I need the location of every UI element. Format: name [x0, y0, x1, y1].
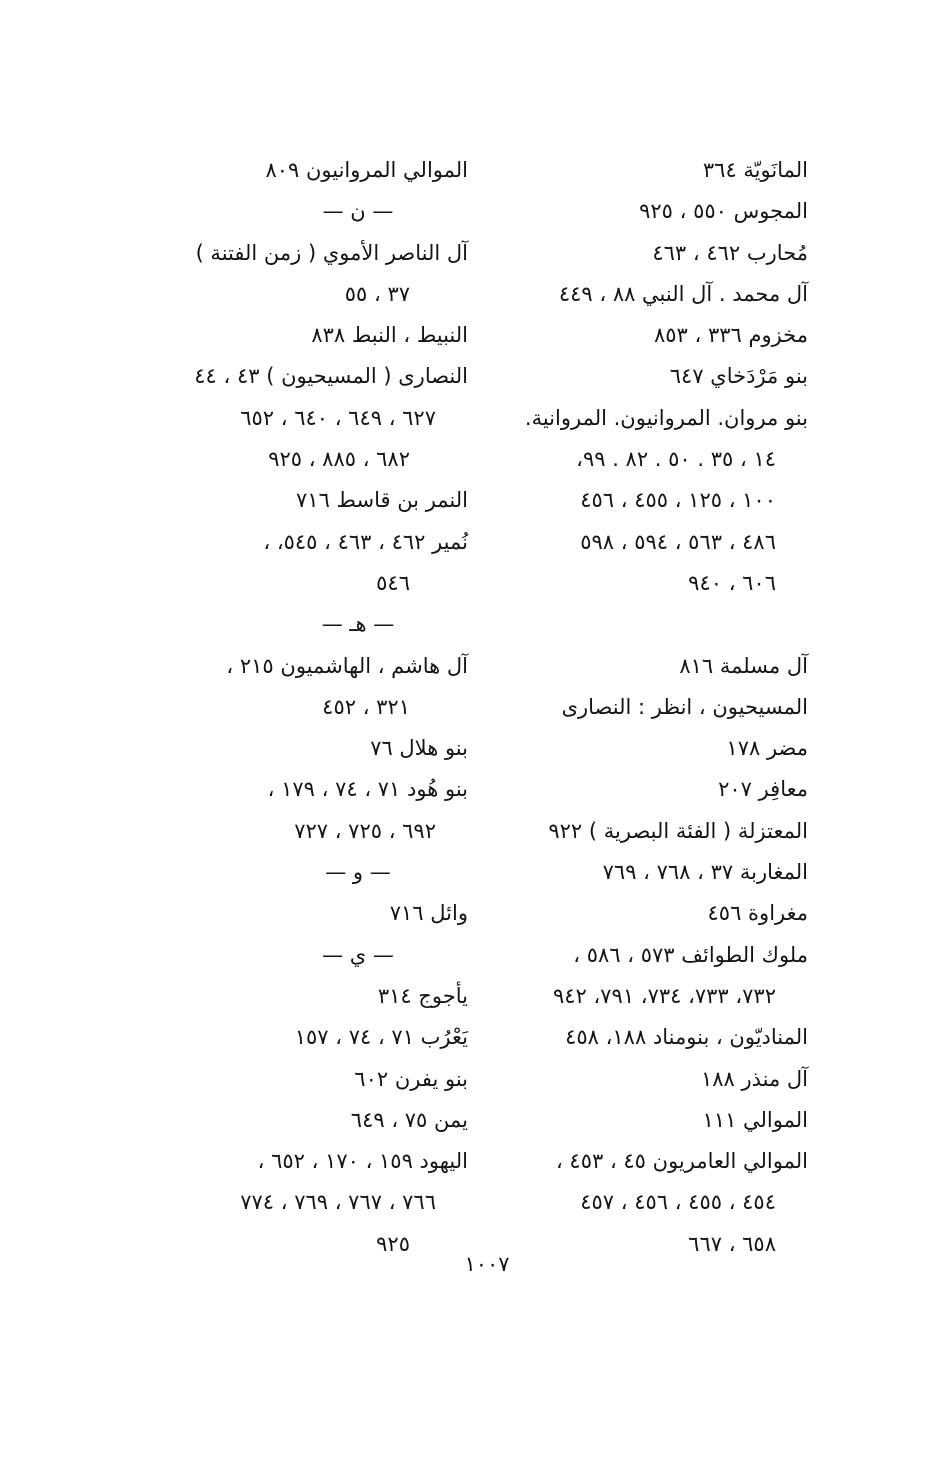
index-entry-line: ٤٨٦ ، ٥٦٣ ، ٥٩٤ ، ٥٩٨: [580, 529, 776, 554]
section-letter-heading: — و —: [325, 860, 391, 885]
index-entry-line: بنو هُود ٧١ ، ٧٤ ، ١٧٩ ،: [267, 777, 468, 802]
index-entry-line: يأجوج ٣١٤: [377, 983, 468, 1008]
index-entry-line: المانَويّة ٣٦٤: [702, 158, 808, 182]
index-entry-line: ٦٠٦ ، ٩٤٠: [688, 570, 776, 595]
index-entry-line: بنو هلال ٧٦: [370, 736, 468, 761]
index-entry-line: ١٠٠ ، ١٢٥ ، ٤٥٥ ، ٤٥٦: [580, 488, 776, 513]
index-entry-line: آل منذر ١٨٨: [700, 1066, 808, 1091]
section-letter-heading: — ن —: [322, 199, 394, 224]
index-entry-line: ٧٣٢، ٧٣٣، ٧٣٤، ٧٩١، ٩٤٢: [552, 983, 776, 1008]
index-entry-line: آل مسلمة ٨١٦: [679, 653, 808, 678]
index-entry-line: وائل ٧١٦: [389, 901, 468, 926]
index-entry-line: معافِر ٢٠٧: [718, 777, 808, 802]
index-entry-line: ٦٩٢ ، ٧٢٥ ، ٧٢٧: [294, 818, 436, 843]
index-entry-line: النمر بن قاسط ٧١٦: [296, 488, 468, 513]
index-entry-line: [488, 604, 808, 645]
index-entry-line: ٩٢٥: [376, 1231, 410, 1256]
index-entry-line: ٦٨٢ ، ٨٨٥ ، ٩٢٥: [268, 447, 410, 472]
index-entry-line: ٣٧ ، ٥٥: [344, 281, 410, 306]
index-entry-line: آل الناصر الأموي ( زمن الفتنة ): [195, 240, 468, 265]
index-entry-line: اليهود ١٥٩ ، ١٧٠ ، ٦٥٢ ،: [257, 1149, 468, 1174]
index-entry-line: المناديّون ، بنومناد ١٨٨، ٤٥٨: [565, 1025, 808, 1050]
index-entry-line: بنو مروان. المروانيون. المروانية.: [524, 405, 808, 430]
index-entry-line: ١٤ ، ٣٥ . ٥٠ . ٨٢ . ٩٩،: [576, 447, 776, 472]
section-letter-heading: — ي —: [322, 942, 394, 967]
index-entry-line: ٥٤٦: [376, 570, 410, 595]
index-entry-line: المعتزلة ( الفئة البصرية ) ٩٢٢: [548, 818, 808, 843]
index-entry-line: الموالي العامريون ٤٥ ، ٤٥٣ ،: [555, 1149, 808, 1174]
index-entry-line: الموالي ١١١: [702, 1107, 808, 1132]
index-entry-line: ٤٥٤ ، ٤٥٥ ، ٤٥٦ ، ٤٥٧: [580, 1190, 776, 1215]
index-entry-line: المسيحيون ، انظر : النصارى: [561, 694, 808, 719]
index-entry-line: ٦٥٨ ، ٦٦٧: [688, 1231, 776, 1256]
index-entry-line: يمن ٧٥ ، ٦٤٩: [350, 1107, 468, 1132]
index-entry-line: يَعْرُب ٧١ ، ٧٤ ، ١٥٧: [294, 1025, 468, 1050]
index-column-left: [138, 150, 468, 1265]
index-entry-line: مُحارب ٤٦٢ ، ٤٦٣: [652, 240, 808, 265]
section-letter-heading: — هـ —: [321, 612, 395, 637]
index-entry-line: الموالي المروانيون ٨٠٩: [265, 158, 468, 182]
index-entry-line: ٦٢٧ ، ٦٤٩ ، ٦٤٠ ، ٦٥٢: [240, 405, 436, 430]
index-entry-line: النبيط ، النبط ٨٣٨: [311, 323, 468, 348]
index-entry-line: بنو مَرْدَخاي ٦٤٧: [669, 364, 808, 389]
index-entry-line: النصارى ( المسيحيون ) ٤٣ ، ٤٤: [194, 364, 468, 389]
index-entry-line: مخزوم ٣٣٦ ، ٨٥٣: [653, 323, 808, 348]
index-entry-line: بنو يفرن ٦٠٢: [354, 1066, 468, 1091]
index-entry-line: آل محمد . آل النبي ٨٨ ، ٤٤٩: [558, 281, 808, 306]
index-entry-line: ملوك الطوائف ٥٧٣ ، ٥٨٦ ،: [573, 942, 808, 967]
index-entry-line: المجوس ٥٥٠ ، ٩٢٥: [639, 199, 808, 224]
index-entry-line: مضر ١٧٨: [726, 736, 808, 761]
index-column-right: [488, 150, 808, 1265]
index-entry-line: المغاربة ٣٧ ، ٧٦٨ ، ٧٦٩: [602, 860, 808, 885]
index-entry-line: آل هاشم ، الهاشميون ٢١٥ ،: [226, 653, 468, 678]
index-entry-line: ٣٢١ ، ٤٥٢: [322, 694, 410, 719]
index-entry-line: ٧٦٦ ، ٧٦٧ ، ٧٦٩ ، ٧٧٤: [240, 1190, 436, 1215]
index-entry-line: مغراوة ٤٥٦: [707, 901, 808, 926]
index-entry-line: نُمير ٤٦٢ ، ٤٦٣ ، ٥٤٥، ،: [263, 529, 468, 554]
page-number: ١٠٠٧: [464, 1252, 510, 1276]
